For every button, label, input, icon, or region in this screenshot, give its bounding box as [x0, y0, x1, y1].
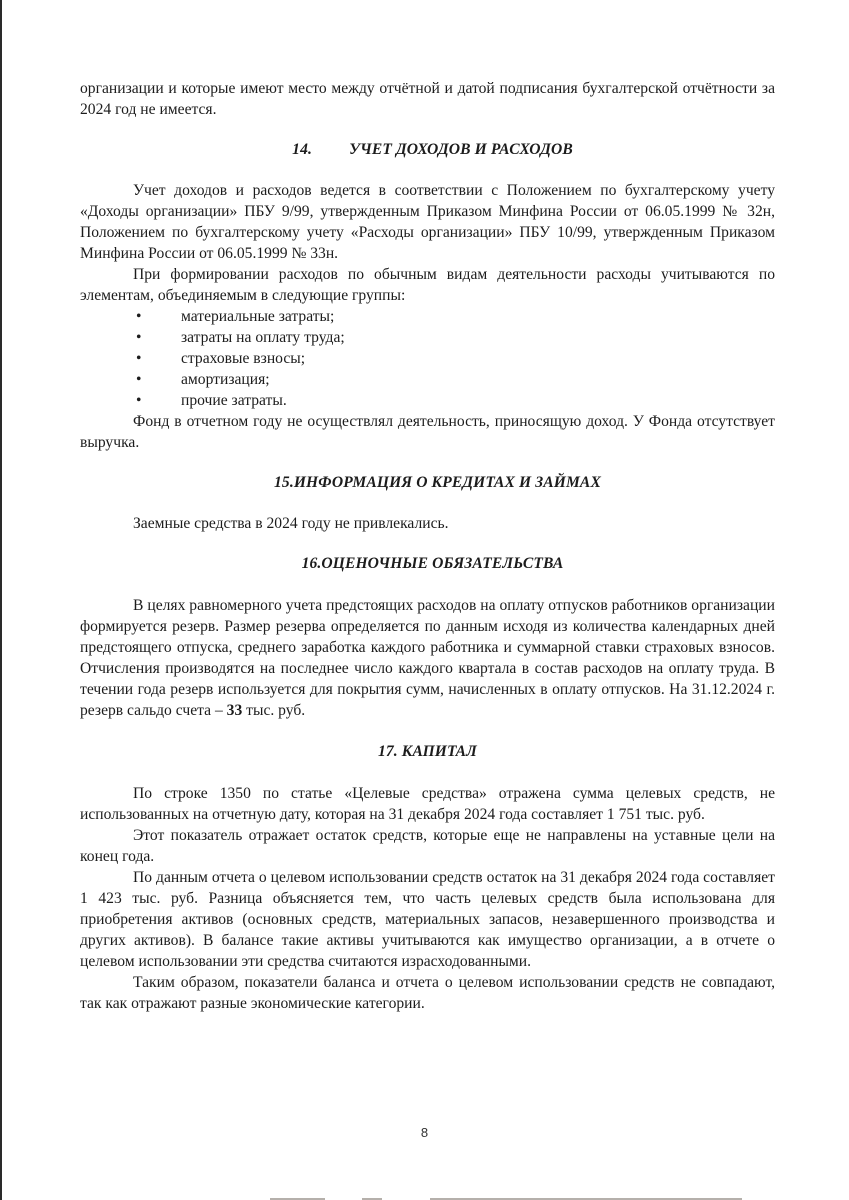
section-15-paragraph-1: Заемные средства в 2024 году не привлекались.	[133, 515, 449, 532]
bullet-icon: •	[136, 329, 142, 346]
section-17-paragraph-3: По данным отчета о целевом использовании средств остаток на 31 декабря 2024 года составляет 1 423 тыс. руб. Разница объясняется тем, что часть целевых средств была использована для приобретения активов (основных средств, материальных запасов, незавершенного производства и других активов). В балансе такие активы учитываются как имущество организации, а в отчете о целевом использовании эти средства считаются израсходованными.	[80, 869, 775, 970]
section-14-closing-paragraph: Фонд в отчетном году не осуществлял деятельность, приносящую доход. У Фонда отсутствует выручка.	[80, 413, 775, 451]
bullet-icon: •	[136, 392, 142, 409]
reserve-unit: тыс. руб.	[246, 702, 306, 719]
section-16-paragraph-1: В целях равномерного учета предстоящих расходов на оплату отпусков работников организации формируется резерв. Размер резерва определяется по данным исходя из количества календарных дней предстоящего отпуска, среднего заработка каждого работника и суммарной ставки страховых взносов. Отчисления производятся на последнее число каждого квартала в состав расходов на оплату труда. В течении года резерв используется для покрытия сумм, начисленных в оплату отпусков. На 31.12.2024 г. резерв сальдо счета – 33 тыс. руб.	[80, 597, 775, 719]
section-17-heading: 17. КАПИТАЛ	[378, 743, 477, 760]
bullet-icon: •	[136, 371, 142, 388]
section-17-paragraph-2: Этот показатель отражает остаток средств, которые еще не направлены на уставные цели на конец года.	[80, 827, 775, 865]
bullet-icon: •	[136, 350, 142, 367]
section-17-paragraph-1: По строке 1350 по статье «Целевые средства» отражена сумма целевых средств, не использованных на отчетную дату, которая на 31 декабря 2024 года составляет 1 751 тыс. руб.	[80, 785, 775, 823]
section-14-heading	[80, 139, 775, 160]
section-14-title: УЧЕТ ДОХОДОВ И РАСХОДОВ	[349, 141, 573, 158]
section-14-number: 14.	[292, 141, 312, 158]
section-16-heading: 16.ОЦЕНОЧНЫЕ ОБЯЗАТЕЛЬСТВА	[301, 555, 564, 572]
reserve-value: 33	[226, 702, 243, 719]
section-15-heading: 15.ИНФОРМАЦИЯ О КРЕДИТАХ И ЗАЙМАХ	[274, 474, 601, 491]
section-14-paragraph-1: Учет доходов и расходов ведется в соответствии с Положением по бухгалтерскому учету «Доходы организации» ПБУ 9/99, утвержденным Приказом Минфина России от 06.05.1999 № 32н, Положением по бухгалтерскому учету «Расходы организации» ПБУ 10/99, утвержденным Приказом Минфина России от 06.05.1999 № 33н.	[80, 182, 775, 262]
list-item: • амортизация;	[136, 371, 270, 388]
bullet-icon: •	[136, 308, 142, 325]
list-item: • затраты на оплату труда;	[136, 329, 345, 346]
intro-paragraph: организации и которые имеют место между отчётной и датой подписания бухгалтерской отчётности за 2024 год не имеется.	[80, 80, 775, 118]
page-number: 8	[420, 1125, 429, 1140]
section-14-paragraph-2: При формировании расходов по обычным видам деятельности расходы учитываются по элементам, объединяемым в следующие группы:	[80, 266, 775, 304]
section-17-paragraph-4: Таким образом, показатели баланса и отчета о целевом использовании средств не совпадают, так как отражают разные экономические категории.	[80, 974, 775, 1012]
list-item: • материальные затраты;	[136, 308, 335, 325]
expense-groups-list	[80, 306, 775, 411]
scan-left-edge	[0, 0, 2, 1200]
list-item: • страховые взносы;	[136, 350, 306, 367]
document-page	[80, 78, 775, 1014]
list-item: • прочие затраты.	[136, 392, 287, 409]
